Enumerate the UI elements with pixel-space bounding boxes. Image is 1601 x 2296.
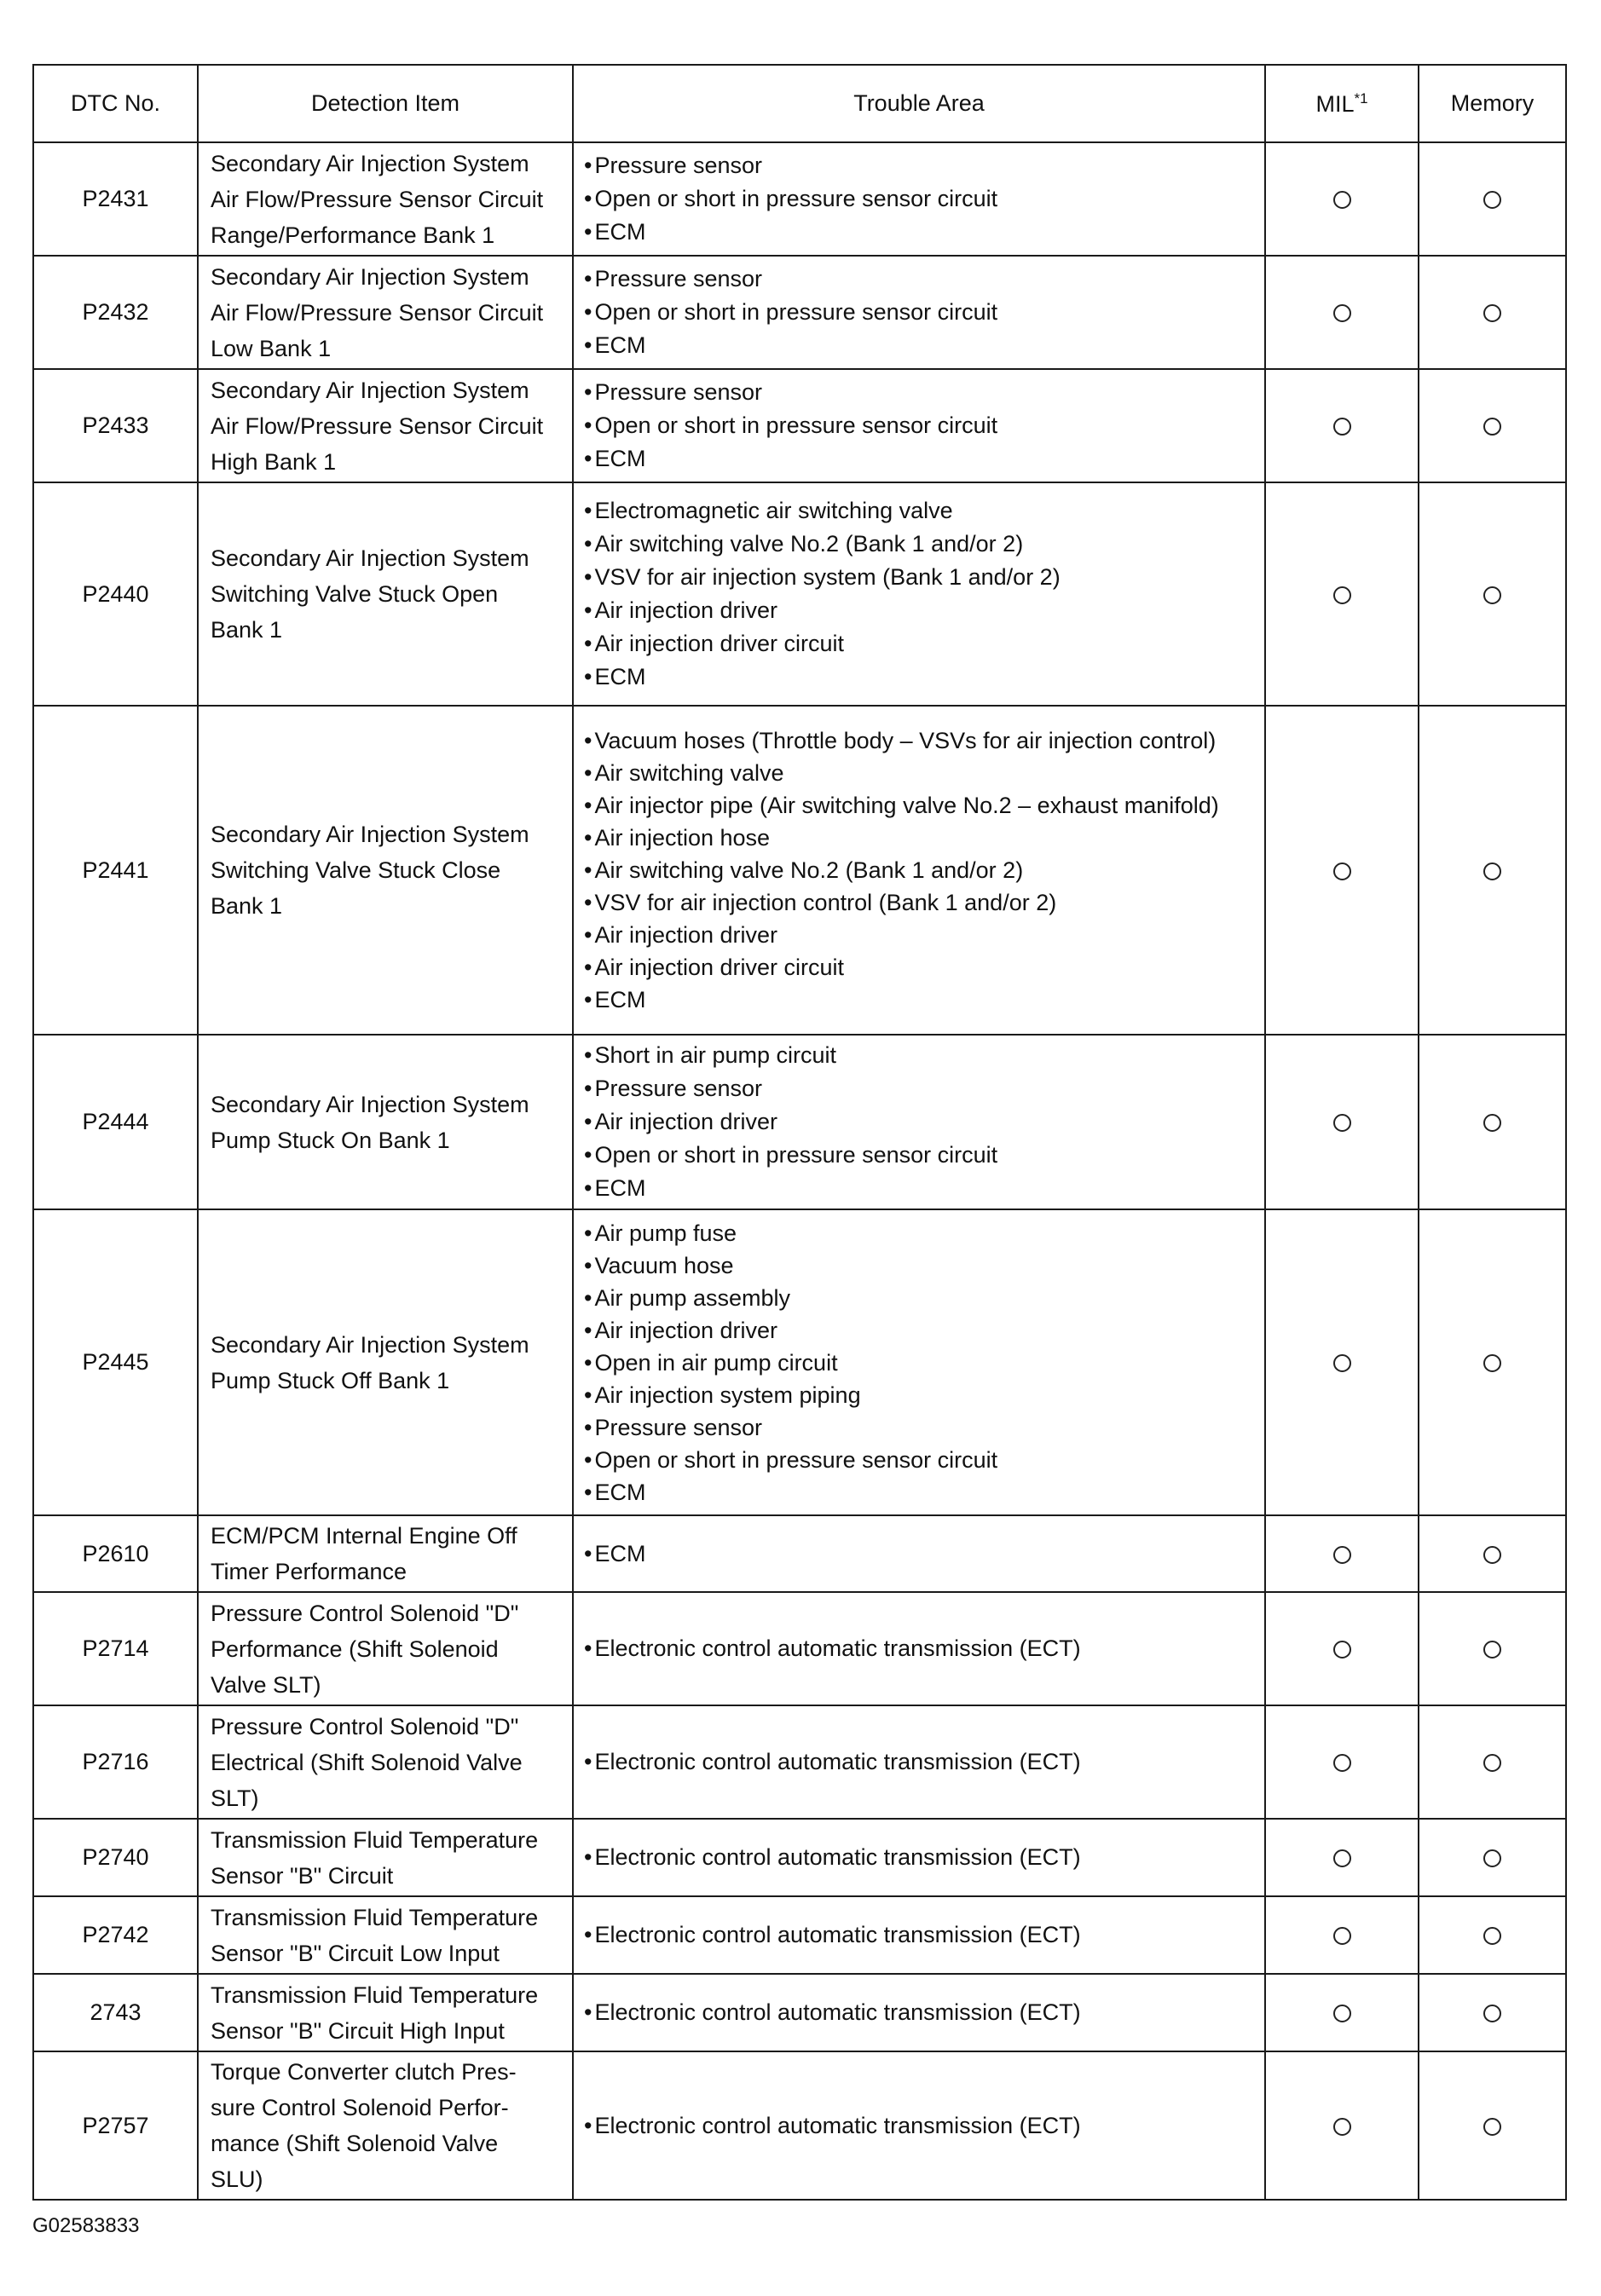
memory-cell	[1419, 1896, 1566, 1974]
detection-item-line: Pump Stuck On Bank 1	[211, 1127, 450, 1153]
trouble-area-item: • Air switching valve No.2 (Bank 1 and/or 2)	[584, 854, 1257, 886]
trouble-area	[573, 2051, 1265, 2200]
table-row	[33, 2051, 1566, 2200]
detection-item-line: Bank 1	[211, 617, 283, 643]
trouble-area-item: • ECM	[584, 1476, 1257, 1509]
trouble-area-item: • Electronic control automatic transmission (ECT)	[584, 2109, 1257, 2143]
table-row	[33, 1209, 1566, 1515]
trouble-area-item: • VSV for air injection control (Bank 1 and/or 2)	[584, 886, 1257, 919]
trouble-area-item: • Air injection driver	[584, 919, 1257, 951]
header-mil-label: MIL	[1315, 90, 1355, 117]
trouble-area-list	[584, 262, 1257, 362]
mil-circle-icon	[1333, 862, 1351, 880]
memory-cell	[1419, 369, 1566, 482]
trouble-area-list	[584, 494, 1257, 694]
detection-item-line: Bank 1	[211, 893, 283, 919]
trouble-area-item: • ECM	[584, 442, 1257, 476]
dtc-number: P2445	[33, 1209, 198, 1515]
detection-item	[198, 1974, 573, 2051]
trouble-area-item: • Air injection driver circuit	[584, 951, 1257, 984]
trouble-area-item: • Air switching valve	[584, 757, 1257, 789]
table-row	[33, 1592, 1566, 1705]
detection-item	[198, 482, 573, 706]
trouble-area-item: • Air injection driver circuit	[584, 627, 1257, 661]
detection-item	[198, 1705, 573, 1819]
table-row	[33, 1819, 1566, 1896]
mil-cell	[1265, 1974, 1419, 2051]
figure-id: G02583833	[32, 2214, 140, 2237]
detection-item-line: Switching Valve Stuck Close	[211, 857, 501, 883]
trouble-area-item: • ECM	[584, 216, 1257, 249]
table-row	[33, 706, 1566, 1035]
trouble-area-item: • Air injection system piping	[584, 1379, 1257, 1411]
table-header-row	[33, 65, 1566, 142]
dtc-number: P2440	[33, 482, 198, 706]
detection-item-line: Pump Stuck Off Bank 1	[211, 1367, 450, 1393]
header-mil	[1265, 65, 1419, 142]
trouble-area	[573, 1209, 1265, 1515]
mil-circle-icon	[1333, 1354, 1351, 1372]
mil-circle-icon	[1333, 418, 1351, 436]
table-row	[33, 482, 1566, 706]
detection-item-line: Switching Valve Stuck Open	[211, 581, 499, 607]
trouble-area-item: • Pressure sensor	[584, 262, 1257, 296]
detection-item-line: Sensor "B" Circuit Low Input	[211, 1940, 500, 1966]
memory-circle-icon	[1483, 862, 1501, 880]
table-row	[33, 1515, 1566, 1592]
detection-item-line: mance (Shift Solenoid Valve	[211, 2131, 499, 2156]
table-row	[33, 1896, 1566, 1974]
memory-circle-icon	[1483, 304, 1501, 322]
mil-cell	[1265, 1592, 1419, 1705]
trouble-area-item: • Vacuum hoses (Throttle body – VSVs for air injection control)	[584, 724, 1257, 757]
table-row	[33, 142, 1566, 256]
memory-cell	[1419, 706, 1566, 1035]
mil-cell	[1265, 1209, 1419, 1515]
detection-item-line: High Bank 1	[211, 448, 337, 475]
trouble-area-item: • Open or short in pressure sensor circuit	[584, 409, 1257, 442]
mil-cell	[1265, 2051, 1419, 2200]
trouble-area-item: • Pressure sensor	[584, 1411, 1257, 1444]
trouble-area-item: • Vacuum hose	[584, 1249, 1257, 1282]
memory-cell	[1419, 1515, 1566, 1592]
detection-item-line: Sensor "B" Circuit	[211, 1862, 394, 1889]
dtc-number: P2431	[33, 142, 198, 256]
detection-item-line: sure Control Solenoid Perfor-	[211, 2095, 509, 2120]
detection-item	[198, 1896, 573, 1974]
trouble-area-item: • Air switching valve No.2 (Bank 1 and/or 2)	[584, 528, 1257, 561]
trouble-area-item: • Electronic control automatic transmission (ECT)	[584, 1996, 1257, 2029]
trouble-area	[573, 482, 1265, 706]
memory-cell	[1419, 1974, 1566, 2051]
detection-item-line: SLU)	[211, 2166, 263, 2192]
trouble-area-item: • Short in air pump circuit	[584, 1039, 1257, 1072]
dtc-number: P2432	[33, 256, 198, 369]
detection-item-line: Electrical (Shift Solenoid Valve	[211, 1749, 523, 1775]
dtc-number: P2433	[33, 369, 198, 482]
detection-item-line: Air Flow/Pressure Sensor Circuit	[211, 412, 544, 439]
detection-item-line: Performance (Shift Solenoid	[211, 1635, 499, 1662]
mil-circle-icon	[1333, 2005, 1351, 2022]
trouble-area-item: • Electromagnetic air switching valve	[584, 494, 1257, 528]
mil-circle-icon	[1333, 1849, 1351, 1867]
detection-item-line: Range/Performance Bank 1	[211, 222, 495, 248]
trouble-area-item: • Electronic control automatic transmission (ECT)	[584, 1918, 1257, 1952]
table-row	[33, 1035, 1566, 1209]
trouble-area-item: • Pressure sensor	[584, 149, 1257, 182]
trouble-area-item: • Open or short in pressure sensor circuit	[584, 1139, 1257, 1172]
mil-cell	[1265, 256, 1419, 369]
memory-circle-icon	[1483, 1354, 1501, 1372]
trouble-area-list	[584, 1039, 1257, 1205]
mil-circle-icon	[1333, 1546, 1351, 1564]
table-row	[33, 369, 1566, 482]
trouble-area-item: • ECM	[584, 1172, 1257, 1205]
detection-item	[198, 142, 573, 256]
dtc-number: P2740	[33, 1819, 198, 1896]
detection-item	[198, 369, 573, 482]
memory-cell	[1419, 1592, 1566, 1705]
mil-cell	[1265, 482, 1419, 706]
mil-cell	[1265, 1705, 1419, 1819]
mil-cell	[1265, 1515, 1419, 1592]
trouble-area-item: • Open or short in pressure sensor circuit	[584, 1444, 1257, 1476]
trouble-area-item: • Electronic control automatic transmission (ECT)	[584, 1841, 1257, 1874]
trouble-area-item: • Air pump assembly	[584, 1282, 1257, 1314]
trouble-area-list	[584, 1841, 1257, 1874]
memory-circle-icon	[1483, 191, 1501, 209]
table-row	[33, 256, 1566, 369]
trouble-area-list	[584, 1217, 1257, 1509]
table-row	[33, 1974, 1566, 2051]
memory-circle-icon	[1483, 1546, 1501, 1564]
mil-circle-icon	[1333, 1641, 1351, 1659]
memory-cell	[1419, 2051, 1566, 2200]
detection-item	[198, 1819, 573, 1896]
mil-circle-icon	[1333, 1114, 1351, 1132]
detection-item-line: Secondary Air Injection System	[211, 377, 529, 403]
mil-cell	[1265, 706, 1419, 1035]
memory-circle-icon	[1483, 1849, 1501, 1867]
detection-item-line: Secondary Air Injection System	[211, 1331, 529, 1358]
header-mil-footnote: *1	[1354, 89, 1368, 107]
memory-cell	[1419, 142, 1566, 256]
detection-item-line: Air Flow/Pressure Sensor Circuit	[211, 299, 544, 326]
dtc-table	[32, 64, 1567, 2201]
detection-item-line: Secondary Air Injection System	[211, 1091, 529, 1117]
detection-item-line: Pressure Control Solenoid "D"	[211, 1600, 519, 1626]
mil-circle-icon	[1333, 1927, 1351, 1945]
trouble-area	[573, 369, 1265, 482]
trouble-area	[573, 256, 1265, 369]
detection-item	[198, 1209, 573, 1515]
trouble-area-item: • ECM	[584, 984, 1257, 1016]
trouble-area	[573, 1705, 1265, 1819]
trouble-area-item: • ECM	[584, 1537, 1257, 1571]
trouble-area-item: • VSV for air injection system (Bank 1 and/or 2)	[584, 561, 1257, 594]
detection-item-line: Pressure Control Solenoid "D"	[211, 1713, 519, 1739]
trouble-area-item: • Air injection driver	[584, 594, 1257, 627]
dtc-number: P2716	[33, 1705, 198, 1819]
memory-circle-icon	[1483, 586, 1501, 604]
detection-item-line: Secondary Air Injection System	[211, 822, 529, 847]
detection-item	[198, 2051, 573, 2200]
memory-circle-icon	[1483, 1927, 1501, 1945]
detection-item-line: Valve SLT)	[211, 1671, 321, 1698]
detection-item-line: Secondary Air Injection System	[211, 150, 529, 176]
trouble-area-list	[584, 1745, 1257, 1779]
trouble-area	[573, 1592, 1265, 1705]
trouble-area-item: • Open or short in pressure sensor circuit	[584, 296, 1257, 329]
mil-circle-icon	[1333, 586, 1351, 604]
header-dtc-no: DTC No.	[33, 65, 198, 142]
dtc-number: P2757	[33, 2051, 198, 2200]
trouble-area-item: • Air injection hose	[584, 822, 1257, 854]
detection-item	[198, 256, 573, 369]
memory-circle-icon	[1483, 1641, 1501, 1659]
memory-cell	[1419, 1209, 1566, 1515]
dtc-number: P2742	[33, 1896, 198, 1974]
memory-cell	[1419, 256, 1566, 369]
table-body	[33, 142, 1566, 2200]
detection-item-line: Air Flow/Pressure Sensor Circuit	[211, 186, 544, 212]
trouble-area-list	[584, 2109, 1257, 2143]
trouble-area-item: • Open in air pump circuit	[584, 1347, 1257, 1379]
trouble-area	[573, 1974, 1265, 2051]
trouble-area	[573, 706, 1265, 1035]
dtc-number: P2441	[33, 706, 198, 1035]
memory-cell	[1419, 482, 1566, 706]
memory-cell	[1419, 1819, 1566, 1896]
memory-circle-icon	[1483, 2005, 1501, 2022]
detection-item-line: ECM/PCM Internal Engine Off	[211, 1523, 517, 1549]
trouble-area-item: • Electronic control automatic transmission (ECT)	[584, 1632, 1257, 1665]
trouble-area	[573, 1515, 1265, 1592]
trouble-area-list	[584, 1918, 1257, 1952]
detection-item-line: Transmission Fluid Temperature	[211, 1904, 539, 1930]
memory-circle-icon	[1483, 1114, 1501, 1132]
trouble-area	[573, 1896, 1265, 1974]
trouble-area-item: • Electronic control automatic transmission (ECT)	[584, 1745, 1257, 1779]
detection-item	[198, 1592, 573, 1705]
trouble-area-item: • Pressure sensor	[584, 1072, 1257, 1105]
detection-item-line: SLT)	[211, 1785, 259, 1811]
mil-circle-icon	[1333, 2118, 1351, 2136]
detection-item-line: Sensor "B" Circuit High Input	[211, 2017, 505, 2044]
trouble-area-item: • ECM	[584, 329, 1257, 362]
dtc-number: P2714	[33, 1592, 198, 1705]
mil-cell	[1265, 1896, 1419, 1974]
trouble-area-list	[584, 376, 1257, 476]
trouble-area	[573, 142, 1265, 256]
detection-item	[198, 1035, 573, 1209]
trouble-area-item: • Pressure sensor	[584, 376, 1257, 409]
mil-cell	[1265, 142, 1419, 256]
dtc-number: P2444	[33, 1035, 198, 1209]
memory-circle-icon	[1483, 1754, 1501, 1772]
detection-item-line: Transmission Fluid Temperature	[211, 1982, 539, 2008]
trouble-area-item: • Air pump fuse	[584, 1217, 1257, 1249]
mil-cell	[1265, 1035, 1419, 1209]
trouble-area-list	[584, 1537, 1257, 1571]
detection-item	[198, 706, 573, 1035]
trouble-area	[573, 1035, 1265, 1209]
detection-item	[198, 1515, 573, 1592]
memory-cell	[1419, 1035, 1566, 1209]
memory-cell	[1419, 1705, 1566, 1819]
trouble-area-item: • Air injector pipe (Air switching valve No.2 – exhaust manifold)	[584, 789, 1257, 822]
detection-item-line: Transmission Fluid Temperature	[211, 1826, 539, 1853]
header-detection-item: Detection Item	[198, 65, 573, 142]
detection-item-line: Torque Converter clutch Pres-	[211, 2059, 517, 2085]
trouble-area-list	[584, 149, 1257, 249]
trouble-area-list	[584, 1996, 1257, 2029]
mil-circle-icon	[1333, 304, 1351, 322]
trouble-area-item: • Air injection driver	[584, 1105, 1257, 1139]
memory-circle-icon	[1483, 2118, 1501, 2136]
dtc-number: 2743	[33, 1974, 198, 2051]
trouble-area-list	[584, 1632, 1257, 1665]
mil-cell	[1265, 369, 1419, 482]
header-trouble-area: Trouble Area	[573, 65, 1265, 142]
dtc-number: P2610	[33, 1515, 198, 1592]
mil-circle-icon	[1333, 191, 1351, 209]
memory-circle-icon	[1483, 418, 1501, 436]
detection-item-line: Secondary Air Injection System	[211, 263, 529, 290]
trouble-area-list	[584, 724, 1257, 1016]
detection-item-line: Timer Performance	[211, 1559, 407, 1584]
trouble-area-item: • Air injection driver	[584, 1314, 1257, 1347]
table-row	[33, 1705, 1566, 1819]
detection-item-line: Secondary Air Injection System	[211, 545, 529, 571]
mil-circle-icon	[1333, 1754, 1351, 1772]
mil-cell	[1265, 1819, 1419, 1896]
detection-item-line: Low Bank 1	[211, 335, 332, 361]
trouble-area-item: • Open or short in pressure sensor circuit	[584, 182, 1257, 216]
trouble-area	[573, 1819, 1265, 1896]
trouble-area-item: • ECM	[584, 661, 1257, 694]
header-memory: Memory	[1419, 65, 1566, 142]
